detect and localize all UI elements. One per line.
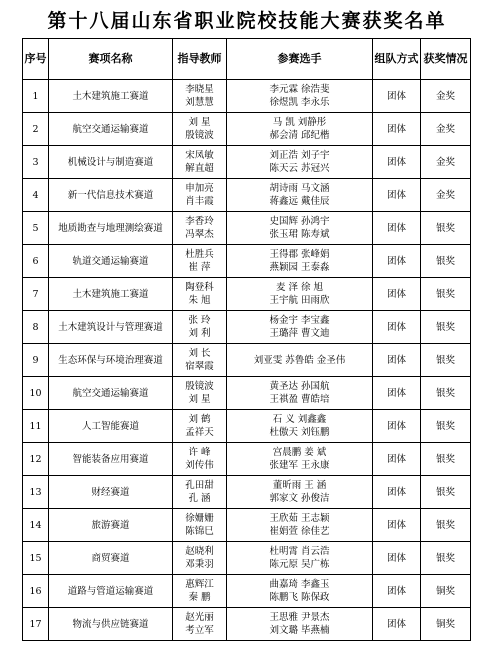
header-event: 赛项名称 [49, 39, 173, 80]
cell-teacher-line: 殷镜波 [185, 381, 214, 392]
cell-teacher-line: 孔 涵 [188, 493, 211, 504]
cell-teacher [173, 80, 227, 113]
table-row [23, 278, 471, 311]
cell-teacher-line: 张 玲 [188, 315, 211, 326]
cell-team-type [373, 608, 421, 641]
cell-team-type [373, 278, 421, 311]
cell-teacher-line: 陶登科 [185, 282, 214, 293]
cell-teacher [173, 146, 227, 179]
cell-event [49, 146, 173, 179]
cell-teacher [173, 509, 227, 542]
award-table [22, 38, 471, 641]
cell-teacher-line: 李香玲 [185, 216, 214, 227]
cell-team-type-line: 团体 [386, 519, 406, 531]
cell-teacher-line: 申加亮 [185, 183, 214, 194]
cell-students-line: 王得郡 张峰娟 [269, 249, 330, 260]
cell-event [49, 245, 173, 278]
cell-event [49, 179, 173, 212]
cell-team-type-line: 团体 [386, 321, 406, 333]
cell-event-line: 土木建筑施工赛道 [72, 90, 149, 102]
cell-students-line: 张玉珺 陈寿斌 [269, 229, 330, 240]
cell-teacher-line: 肖丰霞 [185, 196, 214, 207]
cell-students-line: 徐煜凯 李永乐 [269, 97, 330, 108]
table-row [23, 509, 471, 542]
cell-event [49, 377, 173, 410]
cell-no [23, 212, 49, 245]
cell-team-type [373, 377, 421, 410]
cell-students [227, 476, 373, 509]
cell-students-line: 王璐萍 曹文迪 [269, 328, 330, 339]
cell-award-line: 银奖 [435, 321, 455, 333]
cell-no [23, 377, 49, 410]
cell-students [227, 146, 373, 179]
cell-award [421, 113, 471, 146]
cell-students-line: 胡诗雨 马文涵 [269, 183, 330, 194]
cell-no-line: 10 [29, 387, 42, 399]
cell-award-line: 银奖 [435, 519, 455, 531]
cell-students-line: 李元霖 徐浩斐 [269, 84, 330, 95]
cell-teacher-line: 刘 长 [188, 348, 211, 359]
cell-students [227, 443, 373, 476]
cell-event [49, 608, 173, 641]
cell-teacher-line: 解直超 [185, 163, 214, 174]
cell-teacher-line: 杜胜兵 [185, 249, 214, 260]
cell-teacher [173, 311, 227, 344]
cell-students-line: 史国辉 孙鸿宇 [269, 216, 330, 227]
cell-team-type-line: 团体 [386, 453, 406, 465]
header-award: 获奖情况 [421, 39, 471, 80]
cell-teacher-line: 陈锦巳 [185, 526, 214, 537]
table-row [23, 575, 471, 608]
cell-no-line: 13 [29, 486, 42, 498]
cell-award-line: 铜奖 [435, 585, 455, 597]
cell-team-type-line: 团体 [386, 222, 406, 234]
cell-teacher [173, 542, 227, 575]
cell-no-line: 3 [32, 156, 39, 168]
cell-no-line: 1 [32, 90, 39, 102]
cell-students-line: 刘正浩 刘子宇 [269, 150, 330, 161]
cell-students-line: 陈元原 吴广栋 [269, 559, 330, 570]
cell-event-line: 道路与管道运输赛道 [67, 585, 154, 597]
cell-students-line: 杜傲天 刘钰鹏 [269, 427, 330, 438]
header-teacher: 指导教师 [173, 39, 227, 80]
cell-no [23, 311, 49, 344]
cell-event-line: 航空交通运输赛道 [72, 387, 149, 399]
cell-event-line: 物流与供应链赛道 [72, 618, 149, 630]
cell-event-line: 生态环保与环境治理赛道 [58, 354, 163, 366]
cell-team-type [373, 443, 421, 476]
cell-award-line: 银奖 [435, 255, 455, 267]
cell-no-line: 9 [32, 354, 39, 366]
cell-award-line: 银奖 [435, 288, 455, 300]
cell-students-line: 张建军 王永康 [269, 460, 330, 471]
cell-team-type [373, 179, 421, 212]
cell-award [421, 608, 471, 641]
cell-students [227, 212, 373, 245]
table-row [23, 443, 471, 476]
cell-no [23, 575, 49, 608]
table-row [23, 311, 471, 344]
cell-event [49, 278, 173, 311]
cell-event-line: 地质勘查与地理测绘赛道 [58, 222, 163, 234]
table-row [23, 146, 471, 179]
table-row [23, 608, 471, 641]
cell-students-line: 郭家文 孙俊洁 [269, 493, 330, 504]
cell-team-type-line: 团体 [386, 288, 406, 300]
cell-event [49, 575, 173, 608]
cell-teacher [173, 245, 227, 278]
cell-award [421, 344, 471, 377]
cell-students [227, 179, 373, 212]
cell-no [23, 146, 49, 179]
cell-teacher [173, 113, 227, 146]
table-row [23, 344, 471, 377]
cell-students [227, 344, 373, 377]
cell-teacher-line: 刘 星 [188, 394, 211, 405]
cell-team-type [373, 410, 421, 443]
cell-award [421, 146, 471, 179]
cell-students [227, 245, 373, 278]
table-row [23, 245, 471, 278]
cell-event-line: 商贸赛道 [91, 552, 130, 564]
cell-teacher-line: 许 峰 [188, 447, 211, 458]
table-body [23, 80, 471, 641]
cell-team-type [373, 575, 421, 608]
cell-team-type-line: 团体 [386, 90, 406, 102]
cell-teacher-line: 朱 旭 [188, 295, 211, 306]
cell-no [23, 113, 49, 146]
cell-event [49, 80, 173, 113]
table-row [23, 212, 471, 245]
cell-no-line: 6 [32, 255, 39, 267]
cell-team-type-line: 团体 [386, 387, 406, 399]
cell-teacher-line: 宿翠霞 [185, 361, 214, 372]
cell-team-type [373, 80, 421, 113]
cell-award [421, 311, 471, 344]
cell-award [421, 476, 471, 509]
cell-students-line: 王欣茹 王志颖 [269, 513, 330, 524]
cell-teacher [173, 278, 227, 311]
cell-award-line: 银奖 [435, 552, 455, 564]
cell-teacher-line: 李晓星 [185, 84, 214, 95]
cell-award [421, 410, 471, 443]
cell-team-type [373, 146, 421, 179]
cell-no [23, 443, 49, 476]
cell-students-line: 黄圣达 孙国航 [269, 381, 330, 392]
cell-teacher [173, 344, 227, 377]
cell-no-line: 2 [32, 123, 39, 135]
cell-team-type [373, 509, 421, 542]
cell-event [49, 311, 173, 344]
table-row [23, 476, 471, 509]
cell-team-type-line: 团体 [386, 156, 406, 168]
cell-award [421, 179, 471, 212]
cell-no-line: 15 [29, 552, 42, 564]
cell-students [227, 509, 373, 542]
cell-students [227, 278, 373, 311]
cell-teacher-line: 刘传伟 [185, 460, 214, 471]
cell-no [23, 245, 49, 278]
cell-teacher-line: 刘慧慧 [185, 97, 214, 108]
cell-teacher [173, 575, 227, 608]
cell-students [227, 113, 373, 146]
table-row [23, 377, 471, 410]
cell-no [23, 410, 49, 443]
cell-students-line: 石 义 刘鑫鑫 [272, 414, 327, 425]
cell-students [227, 377, 373, 410]
cell-award [421, 443, 471, 476]
cell-students-line: 王祺盈 曹皓培 [269, 394, 330, 405]
cell-team-type-line: 团体 [386, 189, 406, 201]
cell-award-line: 银奖 [435, 222, 455, 234]
cell-teacher [173, 179, 227, 212]
cell-teacher-line: 冯翠杰 [185, 229, 214, 240]
cell-event [49, 212, 173, 245]
cell-teacher-line: 秦 鹏 [188, 592, 211, 603]
cell-team-type-line: 团体 [386, 552, 406, 564]
cell-teacher-line: 邓秉羽 [185, 559, 214, 570]
cell-teacher [173, 476, 227, 509]
cell-team-type-line: 团体 [386, 123, 406, 135]
cell-students-line: 麦 泽 徐 旭 [275, 282, 324, 293]
cell-students-line: 杨金宇 李宝鑫 [269, 315, 330, 326]
cell-no [23, 344, 49, 377]
cell-event-line: 智能装备应用赛道 [72, 453, 149, 465]
table-header-row [23, 39, 471, 80]
cell-event [49, 344, 173, 377]
cell-team-type [373, 212, 421, 245]
cell-award-line: 金奖 [435, 90, 455, 102]
cell-award-line: 金奖 [435, 123, 455, 135]
cell-award-line: 金奖 [435, 156, 455, 168]
cell-teacher [173, 410, 227, 443]
cell-students-line: 王思雅 尹景杰 [269, 612, 330, 623]
cell-students [227, 410, 373, 443]
cell-teacher-line: 殷镜波 [185, 130, 214, 141]
cell-event [49, 476, 173, 509]
cell-event [49, 443, 173, 476]
cell-teacher-line: 考立军 [185, 625, 214, 636]
cell-no-line: 17 [29, 618, 42, 630]
table-row [23, 410, 471, 443]
cell-teacher-line: 刘 星 [188, 117, 211, 128]
cell-event-line: 土木建筑设计与管理赛道 [58, 321, 163, 333]
cell-teacher [173, 212, 227, 245]
cell-students-line: 王宇航 田雨欣 [269, 295, 330, 306]
cell-team-type [373, 311, 421, 344]
cell-no [23, 179, 49, 212]
cell-award-line: 银奖 [435, 387, 455, 399]
cell-teacher [173, 608, 227, 641]
cell-event-line: 新一代信息技术赛道 [67, 189, 154, 201]
cell-no-line: 8 [32, 321, 39, 333]
cell-teacher-line: 崔 萍 [188, 262, 211, 273]
cell-award-line: 银奖 [435, 486, 455, 498]
cell-team-type [373, 542, 421, 575]
cell-event [49, 113, 173, 146]
header-no: 序号 [23, 39, 49, 80]
cell-students-line: 陈鹏飞 陈保政 [269, 592, 330, 603]
cell-no [23, 542, 49, 575]
cell-students-line: 崔娟萱 徐佳艺 [269, 526, 330, 537]
page-title: 第十八届山东省职业院校技能大赛获奖名单 [47, 10, 447, 32]
table-row [23, 179, 471, 212]
cell-students-line: 杜明霄 肖云浩 [269, 546, 330, 557]
cell-no-line: 14 [29, 519, 42, 531]
cell-award-line: 铜奖 [435, 618, 455, 630]
cell-no [23, 80, 49, 113]
cell-teacher-line: 惠辉江 [185, 579, 214, 590]
cell-team-type [373, 245, 421, 278]
cell-no [23, 608, 49, 641]
cell-team-type [373, 113, 421, 146]
cell-event-line: 旅游赛道 [91, 519, 130, 531]
cell-event-line: 机械设计与制造赛道 [67, 156, 154, 168]
cell-students-line: 董昕雨 王 涵 [272, 480, 327, 491]
cell-students-line: 刘文璐 毕燕楠 [269, 625, 330, 636]
cell-award [421, 212, 471, 245]
cell-students-line: 宫晨鹏 姜 斌 [272, 447, 327, 458]
cell-students-line: 刘亚雯 苏鲁皓 金圣伟 [253, 354, 346, 366]
cell-award-line: 银奖 [435, 354, 455, 366]
cell-students-line: 郝会清 邱纪楷 [269, 130, 330, 141]
cell-no-line: 12 [29, 453, 42, 465]
cell-team-type [373, 476, 421, 509]
cell-award-line: 银奖 [435, 453, 455, 465]
cell-teacher-line: 宋凤敏 [185, 150, 214, 161]
cell-award [421, 575, 471, 608]
cell-teacher-line: 刘 利 [188, 328, 211, 339]
cell-students [227, 608, 373, 641]
cell-event [49, 509, 173, 542]
cell-no [23, 278, 49, 311]
cell-students-line: 曲嘉琦 李鑫玉 [269, 579, 330, 590]
cell-award [421, 278, 471, 311]
cell-team-type [373, 344, 421, 377]
cell-event-line: 财经赛道 [91, 486, 130, 498]
cell-no-line: 4 [32, 189, 39, 201]
cell-event-line: 轨道交通运输赛道 [72, 255, 149, 267]
table-row [23, 113, 471, 146]
table-row [23, 542, 471, 575]
cell-teacher-line: 刘 鹤 [188, 414, 211, 425]
cell-team-type-line: 团体 [386, 354, 406, 366]
cell-event [49, 410, 173, 443]
cell-team-type-line: 团体 [386, 618, 406, 630]
cell-team-type-line: 团体 [386, 486, 406, 498]
cell-students [227, 575, 373, 608]
cell-teacher [173, 377, 227, 410]
cell-students-line: 燕颖园 王泰淼 [269, 262, 330, 273]
cell-no-line: 16 [29, 585, 42, 597]
cell-students-line: 陈天云 苏冠兴 [269, 163, 330, 174]
cell-no [23, 509, 49, 542]
cell-award [421, 80, 471, 113]
cell-event-line: 人工智能赛道 [81, 420, 139, 432]
cell-no-line: 11 [29, 420, 42, 432]
header-team-type: 组队方式 [373, 39, 421, 80]
cell-teacher [173, 443, 227, 476]
cell-team-type-line: 团体 [386, 255, 406, 267]
cell-teacher-line: 孟祥天 [185, 427, 214, 438]
cell-students [227, 311, 373, 344]
cell-teacher-line: 孔田甜 [185, 480, 214, 491]
cell-award [421, 509, 471, 542]
cell-students [227, 542, 373, 575]
header-students: 参赛选手 [227, 39, 373, 80]
cell-no-line: 5 [32, 222, 39, 234]
cell-students [227, 80, 373, 113]
cell-event [49, 542, 173, 575]
cell-students-line: 马 凯 刘静彤 [272, 117, 327, 128]
cell-award-line: 银奖 [435, 420, 455, 432]
cell-event-line: 航空交通运输赛道 [72, 123, 149, 135]
cell-teacher-line: 徐姗姗 [185, 513, 214, 524]
cell-award [421, 377, 471, 410]
cell-team-type-line: 团体 [386, 585, 406, 597]
cell-award [421, 542, 471, 575]
cell-students-line: 蒋鑫远 戴佳辰 [269, 196, 330, 207]
cell-team-type-line: 团体 [386, 420, 406, 432]
cell-teacher-line: 赵晓利 [185, 546, 214, 557]
cell-no-line: 7 [32, 288, 39, 300]
cell-award-line: 金奖 [435, 189, 455, 201]
cell-award [421, 245, 471, 278]
cell-teacher-line: 赵光丽 [185, 612, 214, 623]
cell-event-line: 土木建筑施工赛道 [72, 288, 149, 300]
cell-no [23, 476, 49, 509]
table-row [23, 80, 471, 113]
